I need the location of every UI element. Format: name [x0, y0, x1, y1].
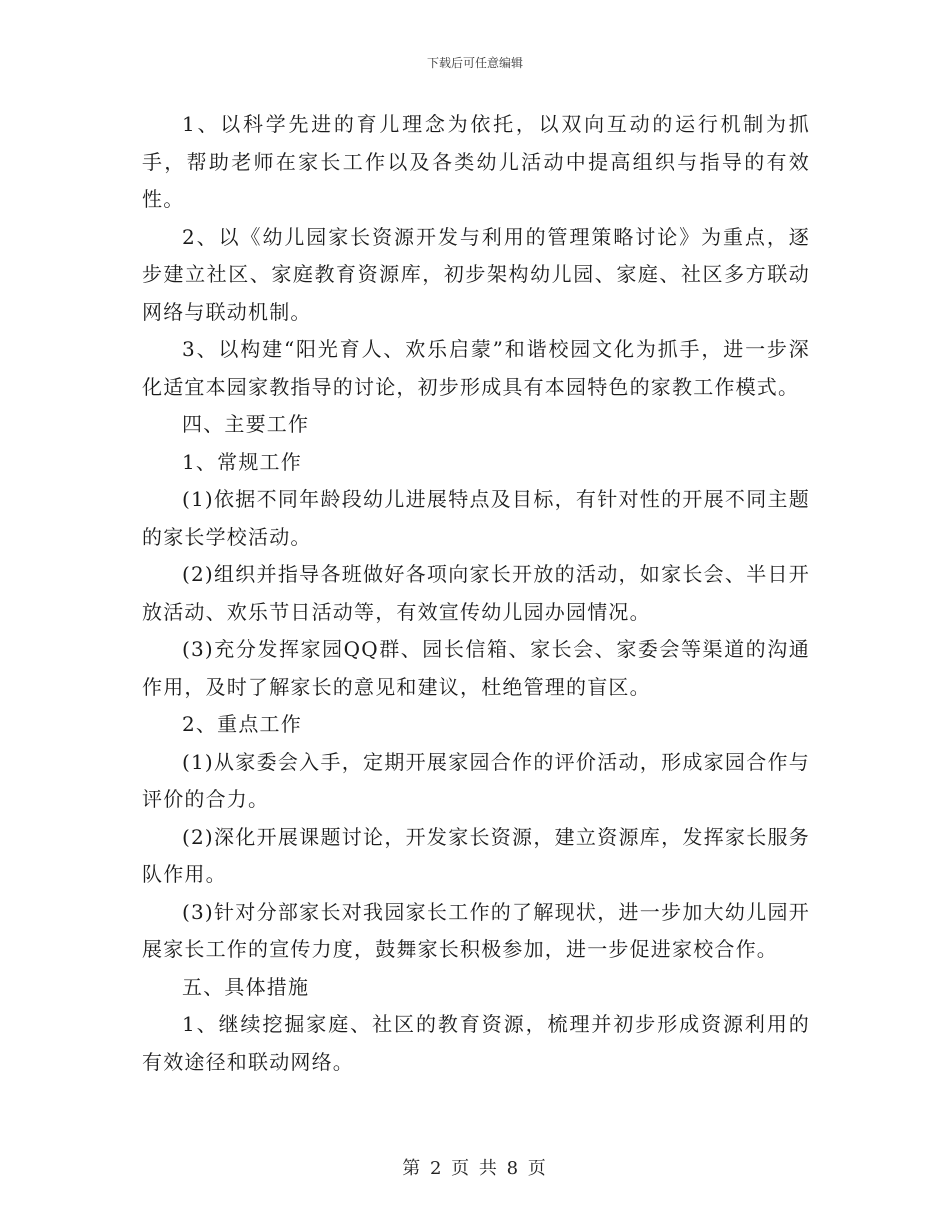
page-header: 下载后可任意编辑	[426, 56, 523, 70]
paragraph-routine-2: (2)组织并指导各班做好各项向家长开放的活动，如家长会、半日开放活动、欢乐节日活动等，有效宣传幼儿园办园情况。	[142, 562, 810, 624]
paragraph-routine-1: (1)依据不同年龄段幼儿进展特点及目标，有针对性的开展不同主题的家长学校活动。	[142, 487, 810, 549]
subheading-key-work: 2、重点工作	[182, 712, 302, 736]
document-body	[142, 106, 810, 1081]
paragraph-key-1: (1)从家委会入手，定期开展家园合作的评价活动，形成家园合作与评价的合力。	[142, 749, 810, 811]
section-heading-measures: 五、具体措施	[182, 974, 310, 999]
paragraph-goal-3: 3、以构建“阳光育人、欢乐启蒙”和谐校园文化为抓手，进一步深化适宜本园家教指导的讨论，初步形成具有本园特色的家教工作模式。	[142, 337, 810, 399]
paragraph-goal-1: 1、以科学先进的育儿理念为依托，以双向互动的运行机制为抓手，帮助老师在家长工作以及各类幼儿活动中提高组织与指导的有效性。	[142, 112, 810, 211]
paragraph-goal-2: 2、以《幼儿园家长资源开发与利用的管理策略讨论》为重点，逐步建立社区、家庭教育资源库，初步架构幼儿园、家庭、社区多方联动网络与联动机制。	[142, 224, 810, 324]
paragraph-measure-1: 1、继续挖掘家庭、社区的教育资源，梳理并初步形成资源利用的有效途径和联动网络。	[142, 1012, 810, 1074]
paragraph-routine-3: (3)充分发挥家园QQ群、园长信箱、家长会、家委会等渠道的沟通作用，及时了解家长的意见和建议，杜绝管理的盲区。	[142, 637, 810, 699]
paragraph-key-2: (2)深化开展课题讨论，开发家长资源，建立资源库，发挥家长服务队作用。	[142, 824, 810, 886]
subheading-routine-work: 1、常规工作	[182, 449, 302, 474]
section-heading-main-work: 四、主要工作	[182, 412, 310, 436]
paragraph-key-3: (3)针对分部家长对我园家长工作的了解现状，进一步加大幼儿园开展家长工作的宣传力度，鼓舞家长积极参加，进一步促进家校合作。	[142, 899, 810, 961]
page-number-footer: 第 2 页 共 8 页	[402, 1158, 548, 1179]
